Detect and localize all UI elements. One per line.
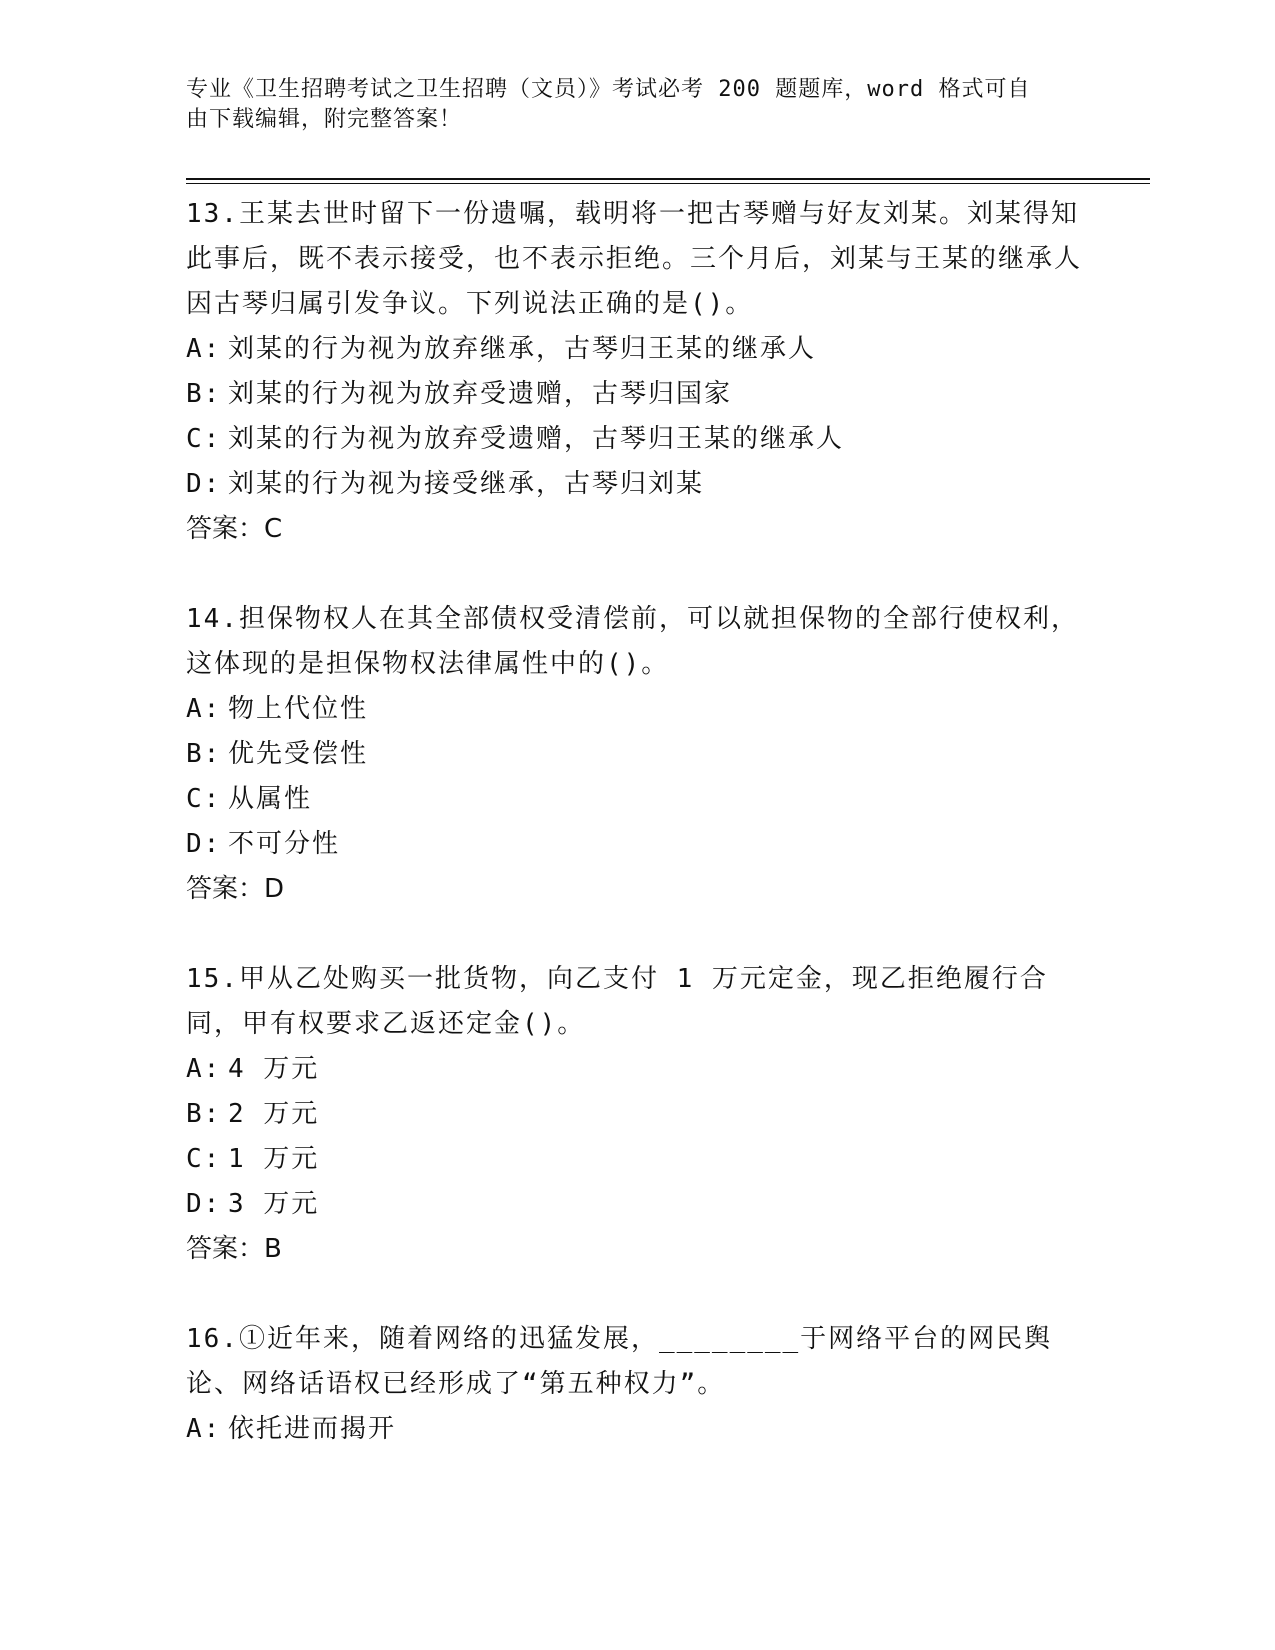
question-stem: 14.担保物权人在其全部债权受清偿前，可以就担保物的全部行使权利，这体现的是担保物权法律属性中的()。: [186, 604, 1079, 679]
option-text: 物上代位性: [228, 694, 369, 724]
question-14: [186, 597, 1086, 912]
option-key: C:: [186, 784, 222, 814]
option-text: 2 万元: [228, 1099, 320, 1129]
header-divider-thick: [186, 178, 1150, 180]
option-text: 1 万元: [228, 1144, 320, 1174]
option-text: 从属性: [228, 784, 313, 814]
option-text: 依托进而揭开: [228, 1414, 397, 1444]
question-stem: 13.王某去世时留下一份遗嘱，载明将一把古琴赠与好友刘某。刘某得知此事后，既不表示接受，也不表示拒绝。三个月后，刘某与王某的继承人因古琴归属引发争议。下列说法正确的是()。: [186, 199, 1083, 319]
header-line-1: 专业《卫生招聘考试之卫生招聘（文员）》考试必考 200 题题库，word 格式可自: [186, 77, 1031, 102]
option-a: [186, 1047, 1086, 1092]
option-text: 刘某的行为视为放弃继承，古琴归王某的继承人: [228, 334, 817, 364]
option-key: C:: [186, 1144, 222, 1174]
option-text: 不可分性: [228, 829, 341, 859]
option-text: 刘某的行为视为接受继承，古琴归刘某: [228, 469, 705, 499]
option-a: [186, 327, 1086, 372]
option-c: [186, 777, 1086, 822]
option-d: [186, 822, 1086, 867]
option-b: [186, 732, 1086, 777]
option-key: A:: [186, 334, 222, 364]
question-15: [186, 957, 1086, 1272]
answer-line: 答案：B: [186, 1234, 282, 1264]
question-stem: 15.甲从乙处购买一批货物，向乙支付 1 万元定金，现乙拒绝履行合同，甲有权要求乙返还定金()。: [186, 964, 1048, 1039]
question-stem: 16.①近年来，随着网络的迅猛发展，________于网络平台的网民舆论、网络话语权已经形成了“第五种权力”。: [186, 1324, 1053, 1399]
option-key: B:: [186, 379, 222, 409]
option-c: [186, 417, 1086, 462]
option-text: 刘某的行为视为放弃受遗赠，古琴归王某的继承人: [228, 424, 845, 454]
option-a: [186, 1407, 1086, 1452]
option-d: [186, 1182, 1086, 1227]
option-key: D:: [186, 469, 222, 499]
document-header: [186, 75, 1086, 135]
option-key: B:: [186, 739, 222, 769]
header-divider-thin: [186, 183, 1150, 184]
question-list: [186, 192, 1086, 1452]
option-b: [186, 1092, 1086, 1137]
option-text: 优先受偿性: [228, 739, 369, 769]
option-key: A:: [186, 694, 222, 724]
option-key: A:: [186, 1054, 222, 1084]
option-c: [186, 1137, 1086, 1182]
header-line-2: 由下载编辑，附完整答案！: [186, 107, 463, 132]
option-d: [186, 462, 1086, 507]
option-key: C:: [186, 424, 222, 454]
option-text: 刘某的行为视为放弃受遗赠，古琴归国家: [228, 379, 733, 409]
question-16: [186, 1317, 1086, 1452]
answer-line: 答案：C: [186, 514, 283, 544]
option-text: 3 万元: [228, 1189, 320, 1219]
option-b: [186, 372, 1086, 417]
option-a: [186, 687, 1086, 732]
option-key: D:: [186, 829, 222, 859]
option-text: 4 万元: [228, 1054, 320, 1084]
option-key: A:: [186, 1414, 222, 1444]
question-13: [186, 192, 1086, 552]
answer-line: 答案：D: [186, 874, 285, 904]
option-key: B:: [186, 1099, 222, 1129]
option-key: D:: [186, 1189, 222, 1219]
